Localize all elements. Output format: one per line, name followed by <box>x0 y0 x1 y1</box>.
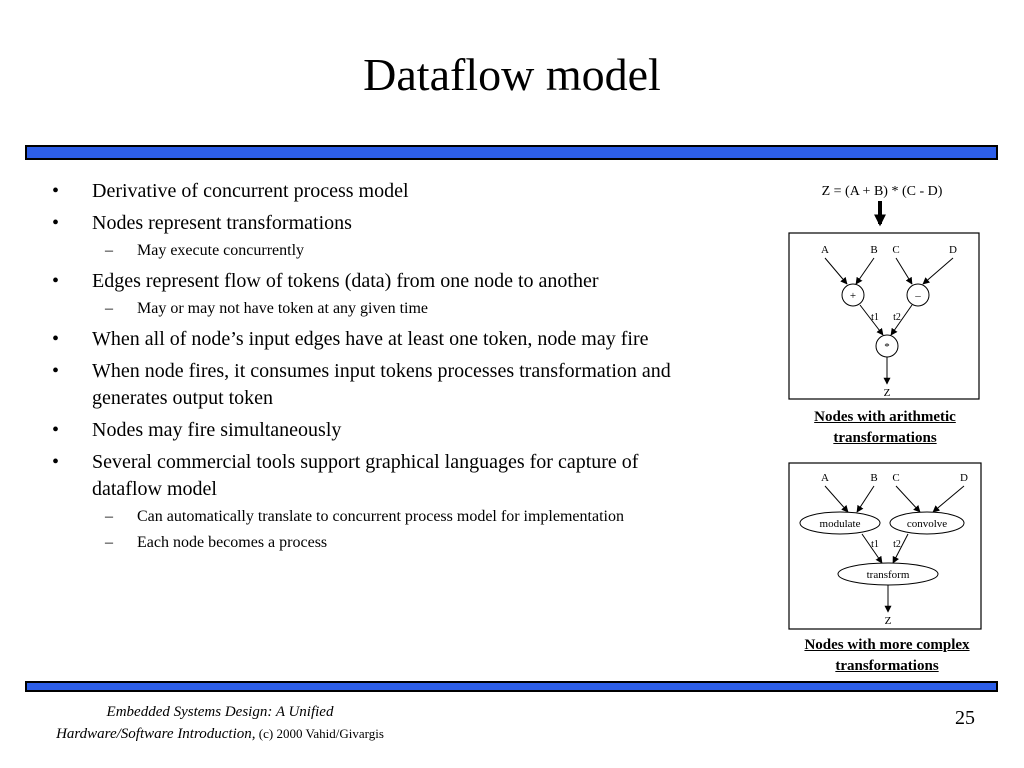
input-c-label: C <box>892 244 900 256</box>
bullet-item: • Nodes may fire simultaneously <box>52 417 702 444</box>
bullet-item: • When node fires, it consumes input tokens processes transformation and generates output token <box>52 358 702 412</box>
diagram1-caption-line1: Nodes with arithmetic <box>814 409 956 425</box>
input-c-label: C <box>892 472 900 484</box>
input-b-label: B <box>870 472 878 484</box>
input-a-label: A <box>821 244 829 256</box>
sub-bullet-item: – May execute concurrently <box>52 239 702 263</box>
diagram2-caption-line1: Nodes with more complex <box>804 637 970 653</box>
modulate-node-label: modulate <box>819 518 861 530</box>
edge-a-add <box>825 258 847 284</box>
edge-c-sub <box>896 258 912 284</box>
footer-line2 <box>30 723 410 745</box>
diagram1-caption <box>755 407 1015 449</box>
diagram1-caption-line2: transformations <box>833 430 937 446</box>
bullet-item: • When all of node’s input edges have at least one token, node may fire <box>52 326 702 353</box>
t1-label: t1 <box>871 312 879 323</box>
page-number: 25 <box>955 707 975 729</box>
footer-citation <box>30 702 410 745</box>
bullet-list <box>52 178 702 560</box>
bullet-item: • Edges represent flow of tokens (data) from one node to another <box>52 268 702 295</box>
diagram2-caption <box>757 635 1017 677</box>
bullet-item: • Nodes represent transformations <box>52 210 702 237</box>
multiply-node-label: * <box>884 341 890 353</box>
t2-label: t2 <box>893 312 901 323</box>
edge-b-add <box>856 258 874 284</box>
slide-title: Dataflow model <box>363 49 661 100</box>
diagram2-frame <box>789 463 981 629</box>
edge-b-modulate <box>857 486 874 512</box>
edge-a-modulate <box>825 486 848 512</box>
transform-node-label: transform <box>866 569 910 581</box>
subtract-node-label: – <box>915 290 921 302</box>
edge-c-convolve <box>896 486 920 512</box>
sub-bullet-item: – May or may not have token at any given time <box>52 297 702 321</box>
edge-d-convolve <box>933 486 964 512</box>
bullet-item: • Several commercial tools support graphical languages for capture of dataflow model <box>52 449 702 503</box>
t1-label: t1 <box>871 539 879 550</box>
diagram1-frame <box>789 233 979 399</box>
bottom-divider-bar <box>25 681 998 692</box>
output-z-label: Z <box>884 615 892 627</box>
output-z-label: Z <box>883 387 891 399</box>
footer-book-title-line2: Hardware/Software Introduction, <box>56 726 256 742</box>
convolve-node-label: convolve <box>906 518 948 530</box>
input-d-label: D <box>960 472 968 484</box>
dataflow-diagrams <box>760 178 1010 678</box>
t2-label: t2 <box>893 539 901 550</box>
equation-label: Z = (A + B) * (C - D) <box>821 184 943 199</box>
sub-bullet-item: – Can automatically translate to concurrent process model for implementation <box>52 505 702 529</box>
sub-bullet-item: – Each node becomes a process <box>52 531 702 555</box>
diagram2-caption-line2: transformations <box>835 658 939 674</box>
bullet-item: • Derivative of concurrent process model <box>52 178 702 205</box>
footer-copyright: (c) 2000 Vahid/Givargis <box>255 726 384 741</box>
top-divider-bar <box>25 145 998 160</box>
add-node-label: + <box>849 290 857 302</box>
footer-book-title-line1: Embedded Systems Design: A Unified <box>106 704 334 720</box>
input-b-label: B <box>870 244 878 256</box>
edge-d-sub <box>923 258 953 284</box>
input-d-label: D <box>949 244 957 256</box>
input-a-label: A <box>821 472 829 484</box>
